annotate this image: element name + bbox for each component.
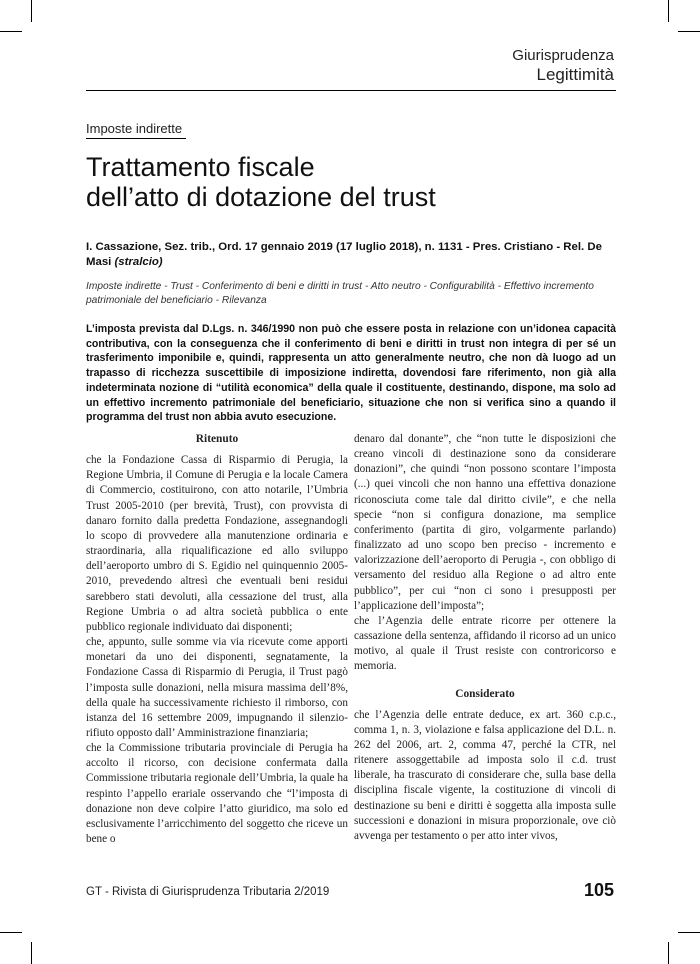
header-subcategory: Legittimità: [536, 65, 614, 84]
crop-mark: [0, 932, 22, 933]
keywords: Imposte indirette - Trust - Conferimento di beni e diritti in trust - Atto neutro - Configurabilità - Effettivo incremento patrimoniale del beneficiario - Rilevanza: [86, 281, 594, 306]
header-category: Giurisprudenza: [512, 47, 614, 64]
heading-ritenuto: Ritenuto: [195, 433, 239, 445]
section-divider: [86, 138, 186, 139]
crop-mark: [668, 942, 669, 964]
crop-mark: [678, 932, 700, 933]
paragraph: che la Commissione tributaria provinciale di Perugia ha accolto il ricorso, con decisione confermata dalla Commissione tributaria regionale dell’Umbria, la quale ha respinto l’appello erariale osservando che “l’imposta di donazione non deve colpire l’atto giuridico, ma solo ed esclusivamente l’arricchimento del soggetto che riceve un bene o: [86, 742, 348, 846]
paragraph: che, appunto, sulle somme via via ricevute come apporti monetari da uno dei disponenti, segnatamente, la Fondazione Cassa di Risparmio di Perugia, il Trust pagò l’imposta sulle donazioni, nella misura massima dell’8%, della quale ha successivamente richiesto il rimborso, con istanza del 16 settembre 2009, impugnando il silenzio-rifiuto opposto dall’ Amministrazione finanziaria;: [86, 636, 348, 739]
heading-considerato: Considerato: [455, 687, 515, 700]
footer-journal: GT - Rivista di Giurisprudenza Tributaria 2/2019: [86, 886, 330, 898]
page-number: 105: [583, 880, 614, 900]
crop-mark: [668, 0, 669, 22]
title-line-1: Trattamento fiscale: [86, 152, 315, 182]
court-citation: [86, 240, 616, 270]
running-header: [512, 47, 614, 85]
paragraph: che l’Agenzia delle entrate deduce, ex art. 360 c.p.c., comma 1, n. 3, violazione e falsa applicazione del D.L. n. 262 del 2006, art. 2, comma 47, perché la CTR, nel ritenere assoggettabile ad imposta solo il c.d. trust liberale, ha trascurato di considerare che, sulla base della disciplina fiscale vigente, la costituzione di vincoli di destinazione su beni e diritti è soggetta alla imposta sulle successioni e donazioni in misura proporzionale, ove ciò avvenga per testamento o per atto inter vivos,: [354, 708, 616, 842]
paragraph: che la Fondazione Cassa di Risparmio di Perugia, la Regione Umbria, il Comune di Perugia e la locale Camera di Commercio, costituirono, con atto notarile, l’Umbria Trust 2005-2010 (per brevità, Trust), con provvista di danaro fornito dalla predetta Fondazione, assegnandogli lo scopo di provvedere alla manutenzione ordinaria e straordinaria, alla riqualificazione ed allo sviluppo dell’aeroporto umbro di S. Egidio nel quinquennio 2005-2010, prevedendo altresì che eventuali beni residui sarebbero stati devoluti, alla cessazione del trust, alla Regione Umbria o ad altra società pubblica o ente pubblico regionale individuato dai disponenti;: [86, 454, 348, 633]
article-title: [86, 152, 606, 212]
crop-mark: [0, 31, 22, 32]
right-column: [354, 432, 616, 844]
header-divider: [86, 90, 616, 91]
paragraph: denaro dal donante”, che “non tutte le disposizioni che creano vincoli di destinazione sono da considerare donazioni”, che quindi “non possono scontare l’imposta (...) quei vincoli che non hanno una effettiva donazione riconosciuta come tale dal diritto civile”, e che nella specie “non si configura donazione, ma semplice conferimento (partita di giro, volgarmente parlando) finalizzato ad uno scopo ben preciso - incremento e valorizzazione dell’aeroporto di Perugia -, con obbligo di versamento del residuo alla Regione o ad altro ente pubblico”, per cui “non ci sono i presupposti per l’applicazione dell’imposta”;: [354, 433, 616, 612]
title-line-2: dell’atto di dotazione del trust: [86, 182, 436, 212]
citation-text: I. Cassazione, Sez. trib., Ord. 17 gennaio 2019 (17 luglio 2018), n. 1131 - Pres. Cristiano - Rel. De Masi: [86, 241, 602, 268]
left-column: [86, 432, 348, 847]
crop-mark: [31, 942, 32, 964]
crop-mark: [31, 0, 32, 22]
paragraph: che l’Agenzia delle entrate ricorre per ottenere la cassazione della sentenza, affidando il ricorso ad un unico motivo, al quale il Trust resiste con controricorso e memoria.: [354, 614, 616, 673]
massima-summary: L’imposta prevista dal D.Lgs. n. 346/1990 non può che essere posta in relazione con un’idonea capacità contributiva, con la conseguenza che il conferimento di beni e diritti in trust non integra di per sé un trasferimento imponibile e, quindi, rappresenta un atto generalmente neutro, che non dà luogo ad un trapasso di ricchezza suscettibile di imposizione indiretta, dovendosi fare riferimento, non già alla indeterminata nozione di “utilità economica” della quale il costituente, destinando, dispone, ma solo ad un effettivo incremento patrimoniale del beneficiario, situazione che non si verifica sino a quando il programma del trust non abbia avuto esecuzione.: [86, 323, 616, 424]
crop-mark: [678, 31, 700, 32]
citation-stralcio: (stralcio): [114, 256, 163, 268]
section-label: Imposte indirette: [86, 121, 183, 136]
